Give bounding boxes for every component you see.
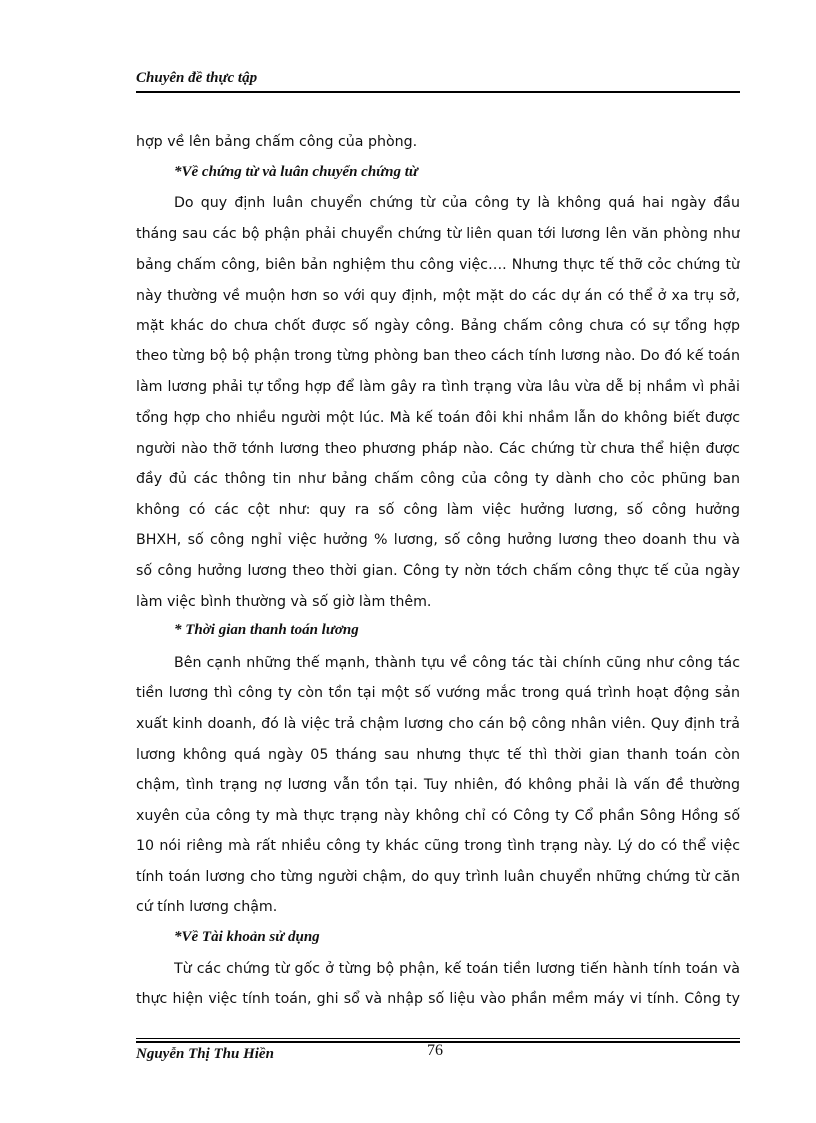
body-line: 10 nói riêng mà rất nhiều công ty khác cũng trong tình trạng này. Lý do có thể việc bbox=[136, 838, 740, 854]
body-line: không có các cột như: quy ra số công làm việc hưởng lương, số công hưởng bbox=[136, 502, 740, 518]
body-line: hợp về lên bảng chấm công của phòng. bbox=[136, 134, 418, 150]
section-heading-accounts: *Về Tài khoản sử dụng bbox=[174, 929, 320, 945]
body-line: làm lương phải tự tổng hợp để làm gây ra tình trạng vừa lâu vừa dễ bị nhầm vì phải bbox=[136, 379, 740, 395]
body-line: làm việc bình thường và số giờ làm thêm. bbox=[136, 594, 432, 610]
body-line: tổng hợp cho nhiều người một lúc. Mà kế toán đôi khi nhầm lẫn do không biết được bbox=[136, 410, 740, 426]
body-line: Do quy định luân chuyển chứng từ của công ty là không quá hai ngày đầu bbox=[174, 195, 740, 211]
section-heading-documents: *Về chứng từ và luân chuyển chứng từ bbox=[174, 164, 418, 180]
body-line: mặt khác do chưa chốt được số ngày công. Bảng chấm công chưa có sự tổng hợp bbox=[136, 318, 740, 334]
body-line: tính toán lương cho từng người chậm, do quy trình luân chuyển những chứng từ căn bbox=[136, 869, 740, 885]
body-line: người nào thỡ tớnh lương theo phương pháp nào. Các chứng từ chưa thể hiện được bbox=[136, 441, 740, 457]
section-heading-payment-time: * Thời gian thanh toán lương bbox=[174, 622, 359, 638]
body-line: bảng chấm công, biên bản nghiệm thu công việc…. Nhưng thực tế thỡ cỏc chứng từ bbox=[136, 257, 740, 273]
body-line: cứ tính lương chậm. bbox=[136, 899, 278, 915]
page-number: 76 bbox=[427, 1042, 443, 1059]
body-line: tiền lương thì công ty còn tồn tại một số vướng mắc trong quá trình hoạt động sản bbox=[136, 685, 740, 701]
body-line: xuất kinh doanh, đó là việc trả chậm lương cho cán bộ công nhân viên. Quy định trả bbox=[136, 716, 740, 732]
body-line: số công hưởng lương theo thời gian. Công ty nờn tớch chấm công thực tế của ngày bbox=[136, 563, 740, 579]
header-rule bbox=[136, 91, 740, 93]
body-line: tháng sau các bộ phận phải chuyển chứng từ liên quan tới lương lên văn phòng như bbox=[136, 226, 740, 242]
body-line: thực hiện việc tính toán, ghi sổ và nhập số liệu vào phần mềm máy vi tính. Công ty bbox=[136, 991, 740, 1007]
body-line: BHXH, số công nghỉ việc hưởng % lương, số công hưởng lương theo doanh thu và bbox=[136, 532, 740, 548]
body-line: này thường về muộn hơn so với quy định, một mặt do các dự án có thể ở xa trụ sở, bbox=[136, 288, 740, 304]
body-line: đầy đủ các thông tin như bảng chấm công của công ty dành cho cỏc phũng ban bbox=[136, 471, 740, 487]
body-line: Bên cạnh những thế mạnh, thành tựu về công tác tài chính cũng như công tác bbox=[174, 655, 740, 671]
body-line: lương không quá ngày 05 tháng sau nhưng thực tế thì thời gian thanh toán còn bbox=[136, 747, 740, 763]
footer-author: Nguyễn Thị Thu Hiền bbox=[136, 1046, 274, 1062]
footer-rule bbox=[136, 1038, 740, 1039]
page-header bbox=[136, 68, 740, 88]
body-line: xuyên của công ty mà thực trạng này không chỉ có Công ty Cổ phần Sông Hồng số bbox=[136, 808, 740, 824]
header-title: Chuyên đề thực tập bbox=[136, 70, 258, 86]
body-line: theo từng bộ bộ phận trong từng phòng ban theo cách tính lương nào. Do đó kế toán bbox=[136, 348, 740, 364]
body-line: Từ các chứng từ gốc ở từng bộ phận, kế toán tiền lương tiến hành tính toán và bbox=[174, 961, 740, 977]
body-line: chậm, tình trạng nợ lương vẫn tồn tại. Tuy nhiên, đó không phải là vấn đề thường bbox=[136, 777, 740, 793]
